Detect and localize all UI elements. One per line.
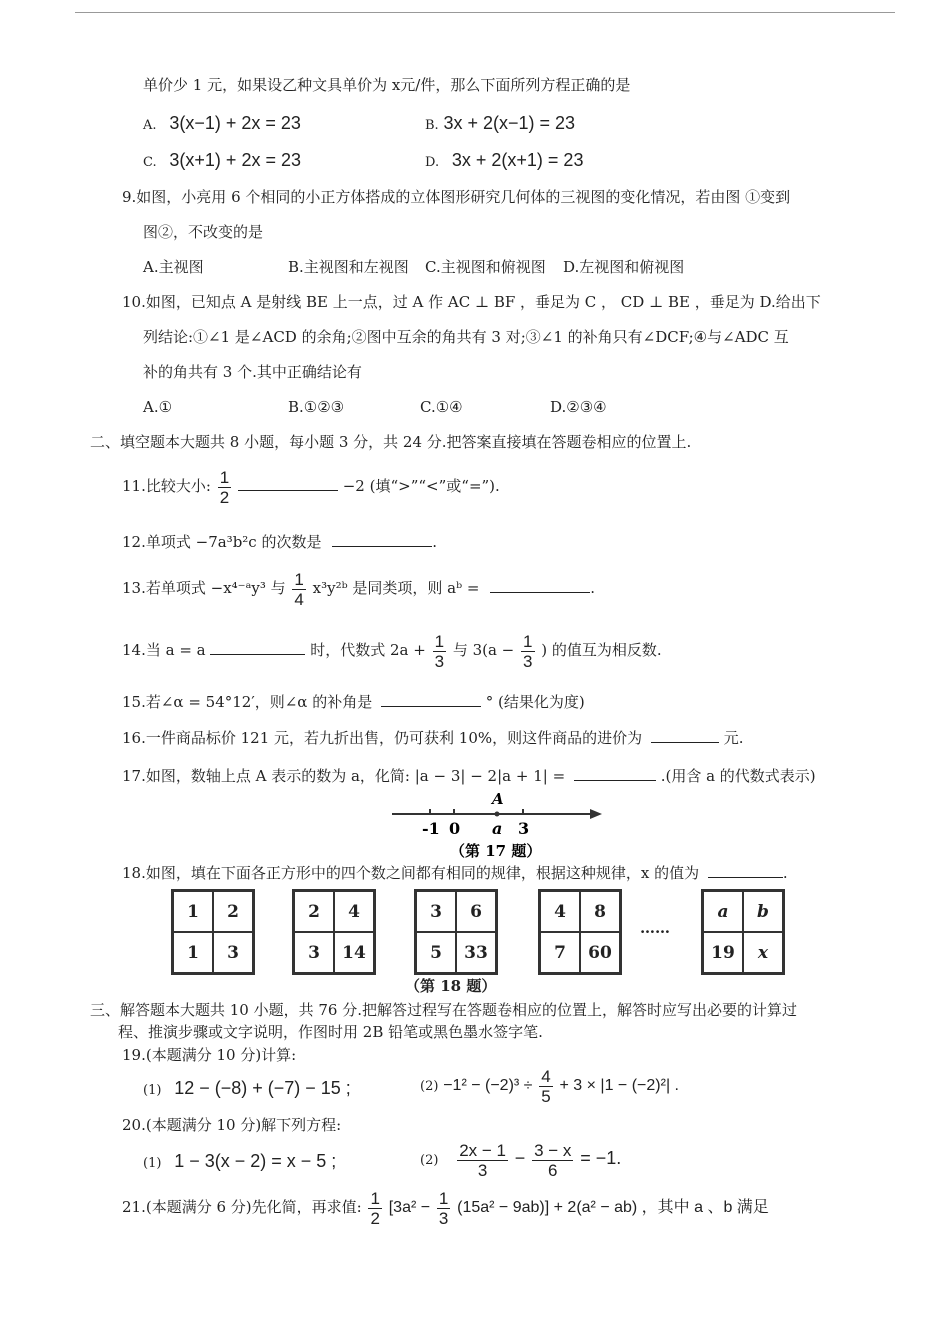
frac-den: 5 (541, 1086, 551, 1106)
pattern-square-2 (292, 889, 376, 975)
square-cell: 19 (703, 932, 743, 973)
q9-line2: 图②，不改变的是 (143, 223, 264, 241)
q14-mid: 时，代数式 2a + (310, 641, 426, 659)
option-label: D. (425, 155, 440, 170)
q17-answer-blank[interactable] (574, 766, 656, 781)
pattern-square-4 (538, 889, 622, 975)
option-expr: 3(x+1) + 2x = 23 (169, 150, 301, 170)
part-expr: + 3 × |1 − (−2)²| . (559, 1077, 679, 1094)
q8-option-c[interactable] (143, 150, 301, 173)
q11 (122, 466, 500, 507)
q10-line1: 10.如图，已知点 A 是射线 BE 上一点，过 A 作 AC ⊥ BF ，垂足为 C ， CD ⊥ BE ，垂足为 D.给出下 (122, 293, 821, 311)
q20-head: 20.(本题满分 10 分)解下列方程: (122, 1116, 342, 1134)
q21-fraction-1 (368, 1189, 381, 1228)
square-cell: 4 (540, 891, 580, 932)
pattern-ellipsis: …… (640, 919, 670, 937)
q9-option-b[interactable]: B.主视图和左视图 (288, 258, 409, 276)
tick-label-3: 3 (518, 819, 530, 838)
q14-mid2: 与 3(a − (452, 641, 515, 659)
square-cell: b (743, 891, 783, 932)
q10-line3: 补的角共有 3 个.其中正确结论有 (143, 363, 362, 381)
q14-fraction-2 (521, 632, 534, 671)
square-cell: 3 (416, 891, 456, 932)
square-cell: 4 (334, 891, 374, 932)
q9-option-c[interactable]: C.主视图和俯视图 (425, 258, 546, 276)
number-line-figure (390, 790, 610, 860)
q15-post: ° (结果化为度) (485, 693, 585, 711)
square-cell: 1 (173, 932, 213, 973)
q11-post: −2 (填“>”“<”或“=”). (342, 477, 500, 495)
option-expr: 3(x−1) + 2x = 23 (169, 113, 301, 133)
option-label: B. (425, 118, 439, 133)
frac-num: 1 (434, 631, 445, 651)
q16-post: 元. (723, 729, 744, 747)
q9-option-d[interactable]: D.左视图和俯视图 (563, 258, 685, 276)
square-cell: 33 (456, 932, 496, 973)
part-expr: = −1. (580, 1148, 622, 1168)
q17-pre: 17.如图，数轴上点 A 表示的数为 a，化简: |a − 3| − 2|a + 1| = (122, 767, 566, 785)
point-a-dot (495, 812, 500, 817)
q14-answer-blank[interactable] (210, 640, 305, 655)
square-cell: 1 (173, 891, 213, 932)
square-cell: 60 (580, 932, 620, 973)
q8-stem: 单价少 1 元，如果设乙种文具单价为 x元/件，那么下面所列方程正确的是 (143, 76, 631, 94)
square-cell: 2 (294, 891, 334, 932)
frac-num: 1 (370, 1188, 380, 1208)
tick-label-a: a (492, 819, 503, 838)
frac-num: 3 − x (534, 1140, 572, 1160)
figure-17-caption: （第 17 题） (450, 842, 542, 860)
q9-line1: 9.如图，小亮用 6 个相同的小正方体搭成的立体图形研究几何体的三视图的变化情况，若由图 ①变到 (122, 188, 791, 206)
option-expr: 3x + 2(x−1) = 23 (443, 113, 576, 133)
q16 (122, 728, 743, 748)
part-label: (2) (420, 1153, 439, 1168)
q9-option-a[interactable]: A.主视图 (143, 258, 204, 276)
q11-pre: 11.比较大小: (122, 477, 211, 495)
tick-label-minus-1: -1 (422, 819, 440, 838)
section3-line1: 三、解答题本大题共 10 小题，共 76 分.把解答过程写在答题卷相应的位置上，解答时应写出必要的计算过 (90, 1001, 798, 1019)
q19-part2 (420, 1065, 679, 1107)
q10-option-b[interactable]: B.①②③ (288, 398, 345, 416)
q13-pre: 13.若单项式 −x⁴⁻ᵃy³ 与 (122, 579, 286, 597)
q13-post: x³y²ᵇ 是同类项，则 aᵇ = (312, 579, 480, 597)
q18-text: 18.如图，填在下面各正方形中的四个数之间都有相同的规律，根据这种规律，x 的值为 (122, 864, 700, 882)
q13-answer-blank[interactable] (490, 578, 590, 593)
minus-sign: − (514, 1148, 526, 1168)
q15 (122, 692, 585, 712)
part-expr: −1² − (−2)³ ÷ (443, 1077, 533, 1094)
square-cell: 3 (213, 932, 253, 973)
pattern-square-1 (171, 889, 255, 975)
q19-part1 (143, 1078, 351, 1101)
option-label: C. (143, 155, 157, 170)
frac-den: 3 (438, 1208, 449, 1228)
q21-mid: [3a² − (388, 1199, 431, 1216)
option-label: A. (143, 118, 157, 133)
option-expr: 3x + 2(x+1) = 23 (451, 150, 584, 170)
part-label: (1) (143, 1156, 162, 1171)
frac-num: 1 (294, 569, 304, 589)
q10-option-c[interactable]: C.①④ (420, 398, 463, 416)
square-cell: 5 (416, 932, 456, 973)
q11-fraction (218, 468, 231, 507)
part-expr: 1 − 3(x − 2) = x − 5 ; (174, 1151, 337, 1171)
frac-num: 1 (438, 1188, 449, 1208)
q20-part2 (420, 1138, 621, 1181)
q13-end: . (590, 579, 595, 597)
point-a-label: A (492, 790, 504, 808)
square-cell: x (743, 932, 783, 973)
square-cell: 14 (334, 932, 374, 973)
q18-answer-blank[interactable] (708, 863, 783, 878)
part-expr: 12 − (−8) + (−7) − 15 ; (174, 1078, 351, 1098)
q20-part1 (143, 1151, 336, 1174)
q19-head: 19.(本题满分 10 分)计算: (122, 1046, 297, 1064)
square-cell: 3 (294, 932, 334, 973)
frac-num: 2x − 1 (459, 1140, 506, 1160)
q18 (122, 863, 788, 883)
q18-end: . (782, 864, 788, 882)
pattern-square-3 (414, 889, 498, 975)
square-cell: 2 (213, 891, 253, 932)
q16-pre: 16.一件商品标价 121 元，若九折出售，仍可获利 10%，则这件商品的进价为 (122, 729, 643, 747)
q13-fraction (292, 570, 305, 609)
frac-den: 6 (548, 1160, 558, 1180)
q14 (122, 630, 662, 671)
square-cell: 6 (456, 891, 496, 932)
q17 (122, 766, 816, 786)
q12 (122, 532, 437, 552)
q20-fraction-2 (532, 1141, 573, 1180)
q12-text: 12.单项式 −7a³b²c 的次数是 (122, 533, 322, 551)
tick-label-0: 0 (449, 819, 461, 838)
square-cell: a (703, 891, 743, 932)
q10-option-d[interactable]: D.②③④ (550, 398, 607, 416)
q17-post: .(用含 a 的代数式表示) (660, 767, 816, 785)
frac-num: 1 (523, 631, 533, 651)
q13 (122, 568, 595, 609)
q8-option-b[interactable] (425, 113, 575, 136)
square-cell: 7 (540, 932, 580, 973)
pattern-square-5 (701, 889, 785, 975)
q21 (122, 1187, 769, 1228)
q12-end: . (432, 533, 438, 551)
frac-num: 1 (219, 467, 230, 487)
frac-den: 3 (434, 651, 445, 671)
q14-post: ) 的值互为相反数. (541, 641, 662, 659)
q15-pre: 15.若∠α = 54°12′，则∠α 的补角是 (122, 693, 373, 711)
number-line-arrow (590, 809, 602, 819)
header-rule (75, 12, 895, 13)
q16-answer-blank[interactable] (651, 728, 719, 743)
part-label: (2) (420, 1079, 439, 1094)
figure-18-caption: （第 18 题） (405, 977, 497, 995)
q20-fraction-1 (457, 1141, 508, 1180)
q14-fraction-1 (433, 632, 446, 671)
section2-heading: 二、填空题本大题共 8 小题，每小题 3 分，共 24 分.把答案直接填在答题卷相应的位置上. (90, 433, 692, 451)
q21-pre: 21.(本题满分 6 分)先化简，再求值: (122, 1198, 362, 1216)
frac-den: 3 (523, 651, 533, 671)
section3-line2: 程、推演步骤或文字说明，作图时用 2B 铅笔或黑色墨水签字笔. (118, 1023, 543, 1041)
frac-den: 2 (219, 487, 230, 507)
frac-den: 2 (370, 1208, 380, 1228)
q21-fraction-2 (437, 1189, 450, 1228)
q10-line2: 列结论:①∠1 是∠ACD 的余角;②图中互余的角共有 3 对;③∠1 的补角只有∠DCF;④与∠ADC 互 (143, 328, 789, 346)
q19-fraction (539, 1067, 552, 1106)
q11-answer-blank[interactable] (238, 476, 338, 491)
q15-answer-blank[interactable] (381, 692, 481, 707)
q8-option-a[interactable] (143, 113, 301, 136)
frac-num: 4 (541, 1066, 551, 1086)
q21-post: (15a² − 9ab)] + 2(a² − ab) ，其中 a 、b 满足 (457, 1199, 769, 1216)
part-label: (1) (143, 1083, 162, 1098)
frac-den: 4 (294, 589, 304, 609)
q14-pre: 14.当 a = a (122, 641, 206, 659)
frac-den: 3 (477, 1160, 488, 1180)
q12-answer-blank[interactable] (332, 532, 432, 547)
q8-option-d[interactable] (425, 150, 583, 173)
square-cell: 8 (580, 891, 620, 932)
q10-option-a[interactable]: A.① (143, 398, 173, 416)
